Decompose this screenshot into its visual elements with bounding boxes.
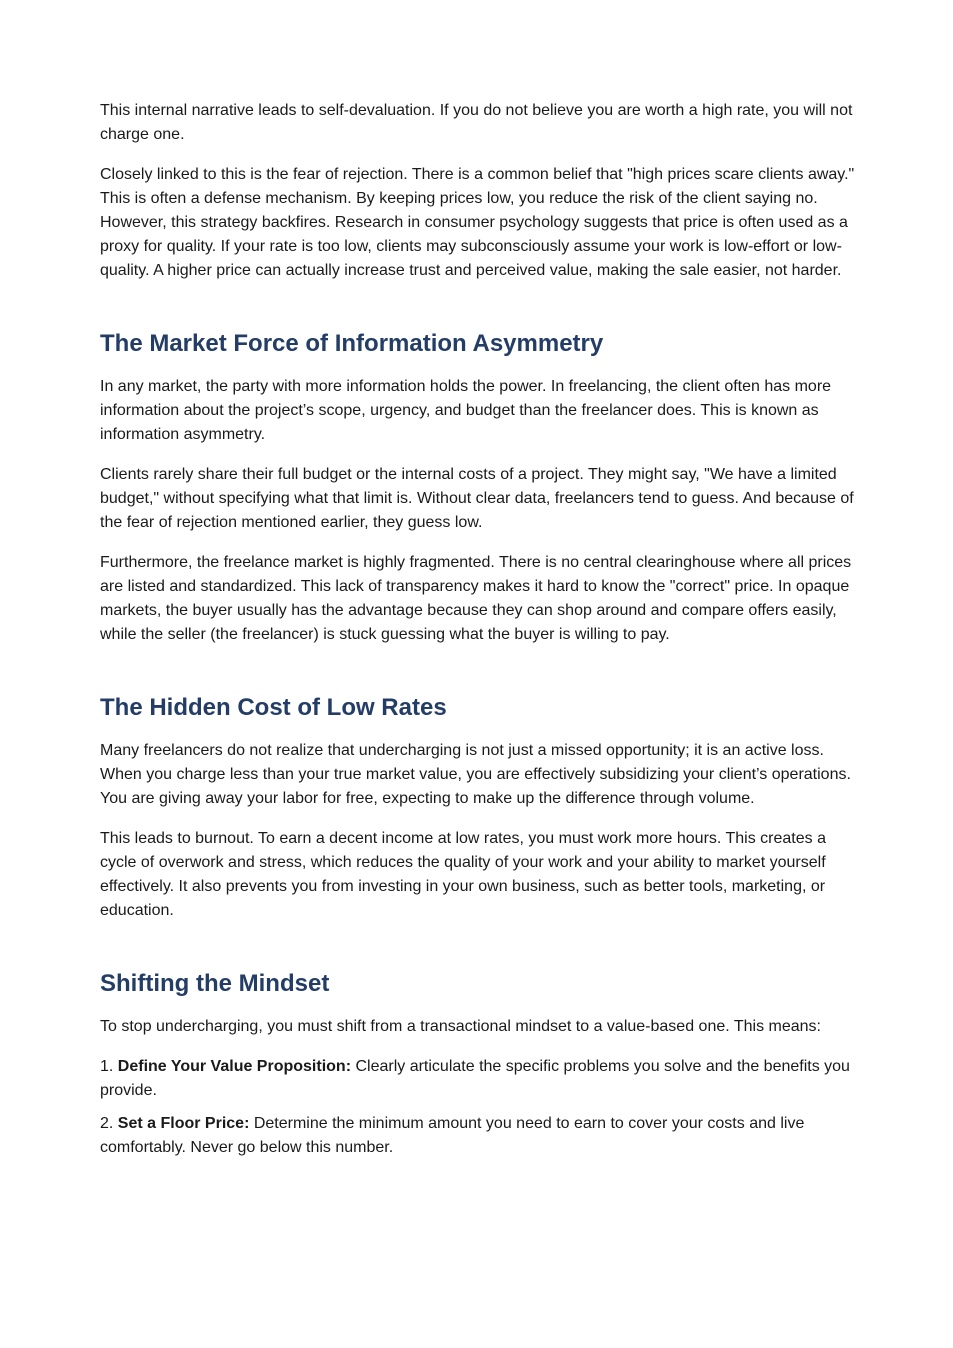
section-heading: The Hidden Cost of Low Rates <box>100 694 447 721</box>
paragraph: This leads to burnout. To earn a decent income at low rates, you must work more hours. This creates a cycle of overwork and stress, which reduces the quality of your work and your ability to market yourself effectively. It also prevents you from investing in your own business, such as better tools, marketing, or education. <box>100 830 826 919</box>
paragraph: Many freelancers do not realize that undercharging is not just a missed opportunity; it is an active loss. When you charge less than your true market value, you are effectively subsidizing your client’s operations. You are giving away your labor for free, expecting to make up the difference through volume. <box>100 742 851 807</box>
paragraph: Furthermore, the freelance market is highly fragmented. There is no central clearinghouse where all prices are listed and standardized. This lack of transparency makes it hard to know the "correct" price. In opaque markets, the buyer usually has the advantage because they can shop around and compare offers easily, while the seller (the freelancer) is stuck guessing what the buyer is willing to pay. <box>100 554 852 643</box>
paragraph: Closely linked to this is the fear of rejection. There is a common belief that "high prices scare clients away." This is often a defense mechanism. By keeping prices low, you reduce the risk of the client saying no. However, this strategy backfires. Research in consumer psychology suggests that price is often used as a proxy for quality. If your rate is too low, clients may subconsciously assume your work is low-effort or low-quality. A higher price can actually increase trust and perceived value, making the sale easier, not harder. <box>100 166 855 279</box>
paragraph: To stop undercharging, you must shift from a transactional mindset to a value-based one. This means: <box>100 1018 821 1035</box>
list-item-title: Define Your Value Proposition: <box>117 1058 352 1075</box>
section-shifting-mindset <box>100 969 856 1160</box>
list-item-number: 1. <box>100 1058 114 1075</box>
paragraph: In any market, the party with more information holds the power. In freelancing, the client often has more information about the project’s scope, urgency, and budget than the freelancer does. This is known as information asymmetry. <box>100 378 832 443</box>
section-heading: Shifting the Mindset <box>100 970 330 997</box>
list-item-title: Set a Floor Price: <box>117 1115 250 1132</box>
list-item <box>100 1055 856 1103</box>
list-item-text: Determine the minimum amount you need to earn to cover your costs and live comfortably. Never go below this number. <box>100 1115 805 1156</box>
section-information-asymmetry <box>100 329 856 647</box>
intro-block <box>100 99 856 283</box>
section-hidden-cost <box>100 693 856 923</box>
section-heading: The Market Force of Information Asymmetry <box>100 330 604 357</box>
paragraph: Clients rarely share their full budget or the internal costs of a project. They might say, "We have a limited budget," without specifying what that limit is. Without clear data, freelancers tend to guess. And because of the fear of rejection mentioned earlier, they guess low. <box>100 466 854 531</box>
list-item <box>100 1112 856 1160</box>
paragraph: This internal narrative leads to self-devaluation. If you do not believe you are worth a high rate, you will not charge one. <box>100 102 853 143</box>
list-item-number: 2. <box>100 1115 114 1132</box>
document-page <box>100 99 856 1169</box>
list-item-text: Clearly articulate the specific problems you solve and the benefits you provide. <box>100 1058 850 1099</box>
